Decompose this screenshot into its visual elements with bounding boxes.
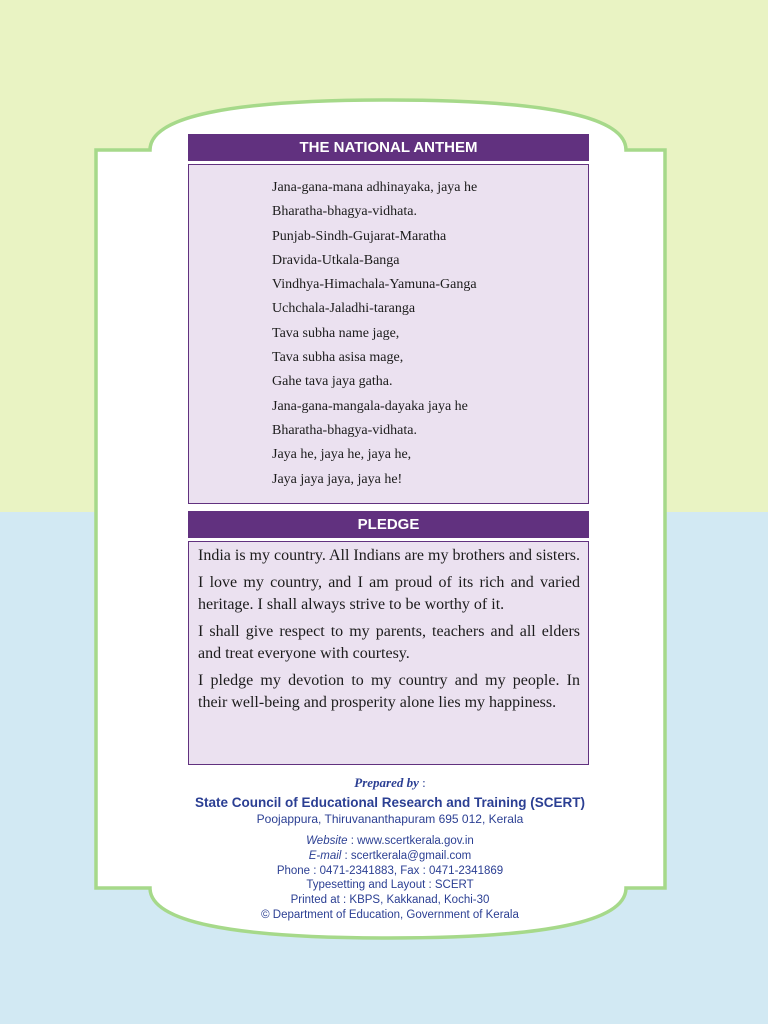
anthem-line: Tava subha asisa mage, <box>272 350 404 366</box>
anthem-line: Vindhya-Himachala-Yamuna-Ganga <box>272 277 477 293</box>
organization-name: State Council of Educational Research and Training (SCERT) <box>194 795 586 810</box>
pledge-paragraph: I love my country, and I am proud of its rich and varied heritage. I shall always strive to be worthy of it. <box>198 573 580 613</box>
prepared-by <box>160 775 620 791</box>
anthem-line: Bharatha-bhagya-vidhata. <box>272 422 417 438</box>
anthem-line: Jaya jaya jaya, jaya he! <box>272 471 403 487</box>
anthem-line: Tava subha name jage, <box>272 325 400 341</box>
pledge-paragraph: India is my country. All Indians are my brothers and sisters. <box>198 547 580 564</box>
prepared-by-colon: : <box>418 775 426 790</box>
typesetting-line: Typesetting and Layout : SCERT <box>306 879 474 892</box>
website-link[interactable]: : www.scertkerala.gov.in <box>347 835 474 847</box>
copyright-line: © Department of Education, Government of Kerala <box>261 908 519 921</box>
anthem-line: Punjab-Sindh-Gujarat-Maratha <box>272 228 447 244</box>
pledge-heading: PLEDGE <box>188 511 589 538</box>
phone-line: Phone : 0471-2341883, Fax : 0471-2341869 <box>276 864 504 877</box>
anthem-line: Jana-gana-mangala-dayaka jaya he <box>272 398 468 414</box>
organization-address: Poojappura, Thiruvananthapuram 695 012, Kerala <box>256 812 524 826</box>
website-line <box>160 834 620 849</box>
printed-line: Printed at : KBPS, Kakkanad, Kochi-30 <box>290 894 490 907</box>
email-label: E-mail <box>308 849 342 862</box>
email-line <box>160 849 620 864</box>
pledge-paragraph: I pledge my devotion to my country and my people. In their well-being and prosperity alone lies my happiness. <box>198 671 580 711</box>
prepared-by-label: Prepared by <box>354 775 419 790</box>
anthem-line: Gahe tava jaya gatha. <box>272 374 393 390</box>
anthem-heading: THE NATIONAL ANTHEM <box>188 134 589 161</box>
anthem-line: Jana-gana-mana adhinayaka, jaya he <box>272 180 478 195</box>
website-label: Website <box>306 835 348 847</box>
pledge-box <box>188 541 589 765</box>
contact-block <box>160 834 620 923</box>
anthem-line: Bharatha-bhagya-vidhata. <box>272 204 417 220</box>
email-link[interactable]: : scertkerala@gmail.com <box>341 849 472 862</box>
anthem-line: Dravida-Utkala-Banga <box>272 252 400 268</box>
pledge-paragraph: I shall give respect to my parents, teachers and all elders and treat everyone with courtesy. <box>198 622 580 662</box>
anthem-box <box>188 164 589 504</box>
anthem-line: Uchchala-Jaladhi-taranga <box>272 301 416 317</box>
anthem-line: Jaya he, jaya he, jaya he, <box>272 447 412 463</box>
